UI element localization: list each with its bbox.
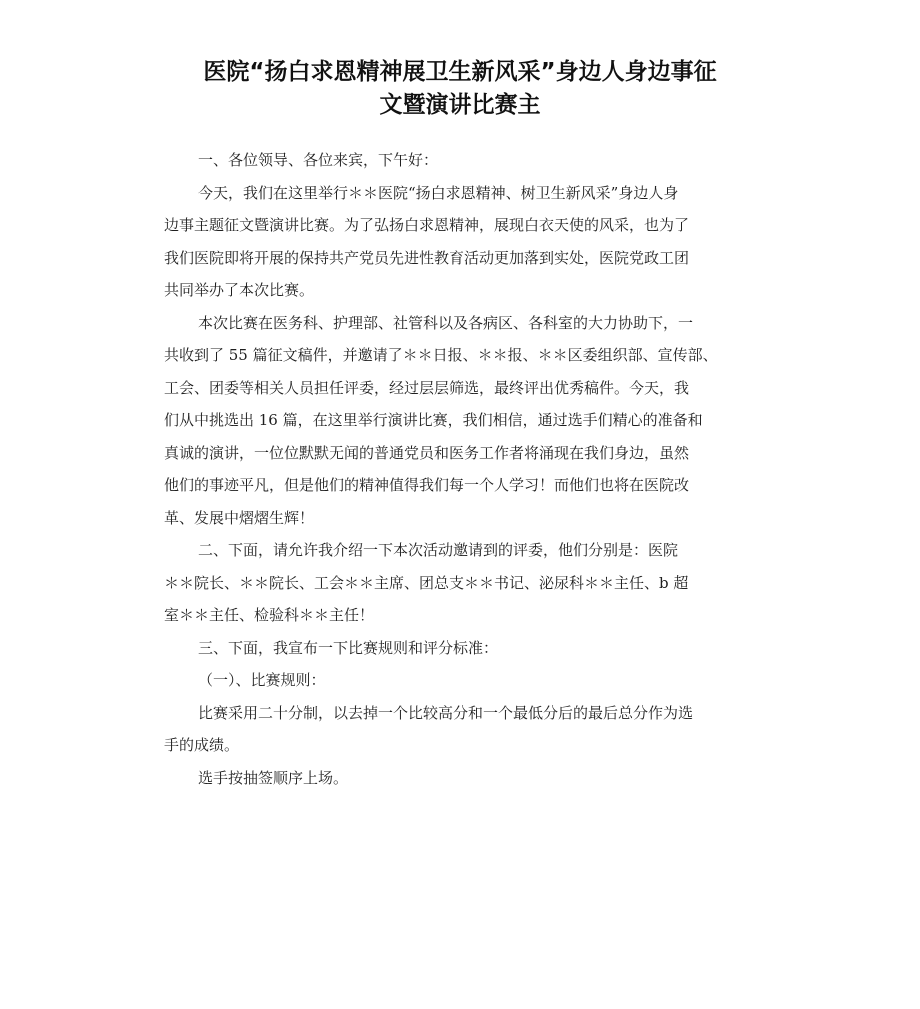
paragraph-line: 三、下面，我宣布一下比赛规则和评分标准：: [198, 638, 499, 657]
paragraph-line: 选手按抽签顺序上场。: [198, 768, 349, 787]
paragraph-line: 革、发展中熠熠生辉！: [164, 508, 315, 527]
paragraph-line: 室＊＊主任、检验科＊＊主任！: [164, 606, 375, 624]
paragraph-line: 共收到了 55 篇征文稿件，并邀请了＊＊日报、＊＊报、＊＊区委组织部、宣传部、: [164, 346, 718, 364]
paragraph-line: 边事主题征文暨演讲比赛。为了弘扬白求恩精神，展现白衣天使的风采，也为了: [164, 216, 690, 234]
paragraph-line: 共同举办了本次比赛。: [164, 281, 315, 299]
document-title-line-2: 文暨演讲比赛主: [379, 92, 541, 118]
document-title-line-1: 医院“扬白求恩精神展卫生新风采”身边人身边事征: [203, 59, 717, 85]
paragraph-line: ＊＊院长、＊＊院长、工会＊＊主席、团总支＊＊书记、泌尿科＊＊主任、b 超: [164, 573, 689, 592]
paragraph-line: （一）、比赛规则：: [198, 671, 326, 689]
paragraph-line: 我们医院即将开展的保持共产党员先进性教育活动更加落到实处，医院党政工团: [164, 248, 690, 267]
paragraph-line: 二、下面，请允许我介绍一下本次活动邀请到的评委，他们分别是：医院: [198, 541, 679, 559]
paragraph-line: 们从中挑选出 16 篇，在这里举行演讲比赛，我们相信，通过选手们精心的准备和: [164, 411, 703, 429]
paragraph-line: 一、各位领导、各位来宾，下午好：: [198, 151, 439, 169]
paragraph-line: 今天，我们在这里举行＊＊医院“扬白求恩精神、树卫生新风采”身边人身: [198, 183, 679, 202]
paragraph-line: 本次比赛在医务科、护理部、社管科以及各病区、各科室的大力协助下，一: [198, 313, 694, 332]
paragraph-line: 手的成绩。: [164, 736, 240, 754]
paragraph-line: 真诚的演讲，一位位默默无闻的普通党员和医务工作者将涌现在我们身边，虽然: [164, 443, 690, 462]
paragraph-line: 工会、团委等相关人员担任评委，经过层层筛选，最终评出优秀稿件。今天，我: [164, 378, 690, 397]
document-body: [164, 144, 774, 794]
paragraph-line: 比赛采用二十分制，以去掉一个比较高分和一个最低分后的最后总分作为选: [198, 703, 694, 722]
paragraph-line: 他们的事迹平凡，但是他们的精神值得我们每一个人学习！而他们也将在医院改: [164, 476, 690, 494]
